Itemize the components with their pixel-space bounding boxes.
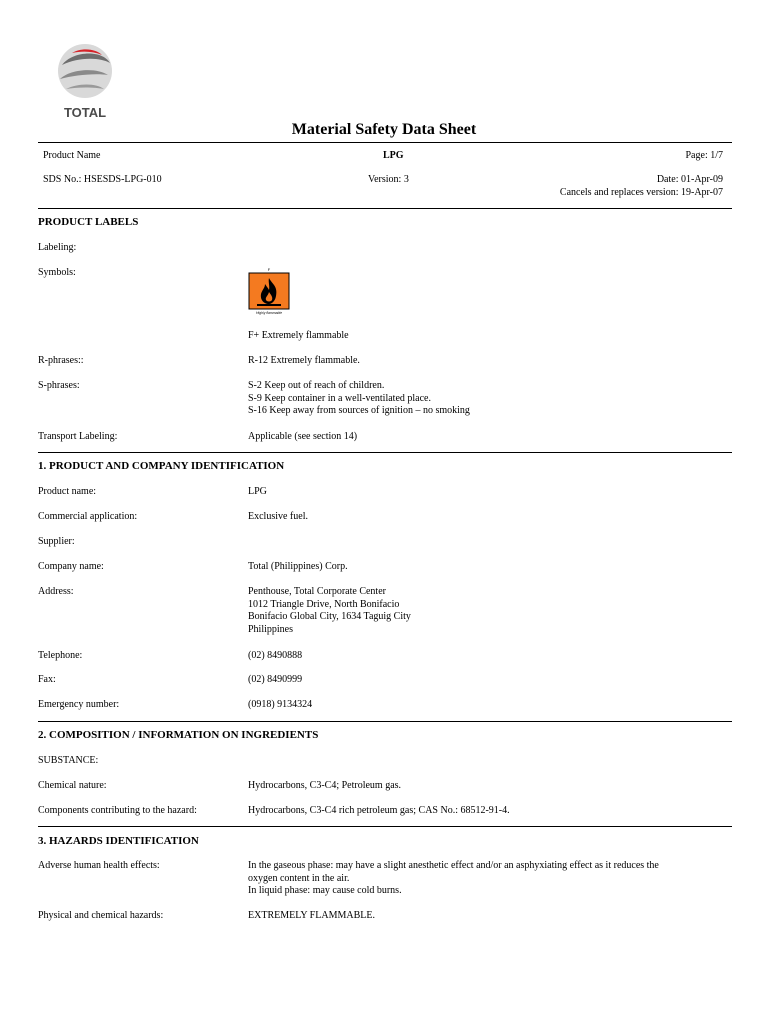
r-phrases-value: R-12 Extremely flammable. — [248, 355, 360, 366]
s-phrase: S-16 Keep away from sources of ignition – no smoking — [248, 405, 470, 416]
telephone-label: Telephone: — [38, 650, 83, 661]
physical-hazards-label: Physical and chemical hazards: — [38, 910, 164, 921]
date: Date: 01-Apr-09 — [656, 174, 723, 185]
chemical-nature-value: Hydrocarbons, C3-C4; Petroleum gas. — [248, 780, 402, 791]
s-phrase: S-2 Keep out of reach of children. — [248, 380, 385, 391]
section-heading-1: 1. PRODUCT AND COMPANY IDENTIFICATION — [38, 460, 285, 472]
adverse-line: In the gaseous phase: may have a slight anesthetic effect and/or an asphyxiating effect as it reduces the — [248, 860, 659, 871]
emergency-number-value: (0918) 9134324 — [248, 699, 313, 710]
s-phrase: S-9 Keep container in a well-ventilated place. — [248, 392, 431, 404]
address-line: Bonifacio Global City, 1634 Taguig City — [248, 611, 411, 622]
transport-value: Applicable (see section 14) — [248, 431, 358, 442]
divider — [38, 452, 732, 453]
commercial-application-label: Commercial application: — [38, 511, 138, 522]
total-logo — [52, 43, 118, 121]
product-name-field-label: Product name: — [38, 486, 97, 497]
pictogram-top-text: F — [267, 267, 271, 272]
r-phrases-label: R-phrases:: — [38, 355, 84, 366]
symbols-label: Symbols: — [38, 267, 76, 278]
address-line: 1012 Triangle Drive, North Bonifacio — [248, 598, 400, 610]
company-name-value: Total (Philippines) Corp. — [248, 561, 348, 572]
fax-label: Fax: — [38, 674, 56, 685]
header-product-name: LPG — [383, 150, 404, 161]
divider — [38, 208, 732, 209]
product-name-label: Product Name — [43, 150, 101, 161]
section-heading-product-labels: PRODUCT LABELS — [38, 216, 139, 228]
divider — [38, 721, 732, 722]
document-title: Material Safety Data Sheet — [291, 121, 477, 138]
product-name-value: LPG — [248, 486, 267, 497]
company-name-label: Company name: — [38, 561, 104, 572]
flame-icon — [248, 266, 290, 316]
s-phrases-list — [248, 380, 470, 418]
substance-label: SUBSTANCE: — [38, 755, 99, 766]
page-indicator: Page: 1/7 — [685, 150, 723, 161]
chemical-nature-label: Chemical nature: — [38, 780, 107, 791]
address-label: Address: — [38, 586, 74, 597]
divider — [38, 142, 732, 143]
address-block — [248, 586, 411, 636]
total-logo-icon — [52, 43, 118, 121]
adverse-line: oxygen content in the air. — [248, 872, 350, 884]
telephone-value: (02) 8490888 — [248, 650, 303, 661]
adverse-effects-value — [248, 860, 659, 898]
address-line: Penthouse, Total Corporate Center — [248, 586, 386, 597]
physical-hazards-value: EXTREMELY FLAMMABLE. — [248, 910, 375, 921]
divider — [38, 826, 732, 827]
flammable-pictogram — [248, 266, 290, 316]
fax-value: (02) 8490999 — [248, 674, 303, 685]
emergency-number-label: Emergency number: — [38, 699, 120, 710]
commercial-application-value: Exclusive fuel. — [248, 511, 308, 522]
adverse-line: In liquid phase: may cause cold burns. — [248, 885, 402, 896]
symbol-description: F+ Extremely flammable — [248, 330, 349, 341]
address-line: Philippines — [248, 623, 294, 635]
components-value: Hydrocarbons, C3-C4 rich petroleum gas; CAS No.: 68512-91-4. — [248, 805, 510, 816]
cancels-replaces: Cancels and replaces version: 19-Apr-07 — [559, 187, 723, 198]
transport-label: Transport Labeling: — [38, 431, 118, 442]
adverse-effects-label: Adverse human health effects: — [38, 860, 160, 871]
s-phrases-label: S-phrases: — [38, 380, 80, 391]
section-heading-2: 2. COMPOSITION / INFORMATION ON INGREDIENTS — [38, 729, 319, 741]
logo-text: TOTAL — [63, 105, 107, 120]
components-label: Components contributing to the hazard: — [38, 805, 197, 816]
section-heading-3: 3. HAZARDS IDENTIFICATION — [38, 835, 199, 847]
pictogram-caption: Highly flammable — [255, 311, 283, 315]
labeling-label: Labeling: — [38, 242, 77, 253]
sds-number: SDS No.: HSESDS-LPG-010 — [43, 174, 162, 185]
version: Version: 3 — [368, 174, 409, 185]
supplier-label: Supplier: — [38, 536, 75, 547]
